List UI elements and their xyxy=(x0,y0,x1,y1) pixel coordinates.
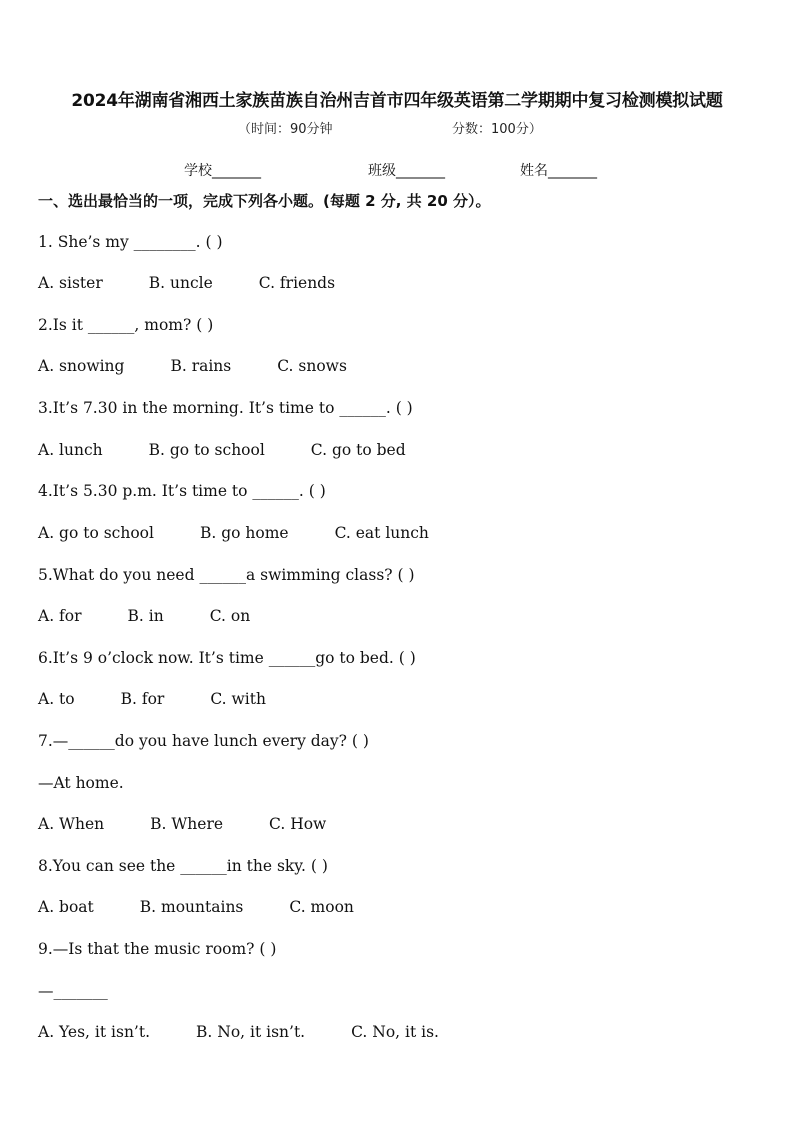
option-c[interactable]: C. go to bed xyxy=(310,441,406,459)
option-a[interactable]: A. sister xyxy=(38,274,103,292)
option-a[interactable]: A. to xyxy=(38,690,75,708)
question-stem: 8.You can see the ______in the sky. ( ) xyxy=(38,857,328,875)
question-options xyxy=(38,357,393,375)
question-options xyxy=(38,815,372,833)
question-stem: 7.—______do you have lunch every day? ( ) xyxy=(38,732,369,750)
option-a[interactable]: A. for xyxy=(38,607,82,625)
school-field: 学校_______ xyxy=(184,163,261,179)
option-b[interactable]: B. go home xyxy=(199,524,289,542)
question-options xyxy=(38,441,452,459)
question-stem: 2.Is it ______, mom? ( ) xyxy=(38,316,214,334)
question-options xyxy=(38,607,296,625)
option-a[interactable]: A. boat xyxy=(38,898,94,916)
option-c[interactable]: C. How xyxy=(269,815,327,833)
name-field: 姓名_______ xyxy=(520,163,597,179)
option-c[interactable]: C. eat lunch xyxy=(334,524,429,542)
option-c[interactable]: C. friends xyxy=(258,274,336,292)
option-b[interactable]: B. No, it isn’t. xyxy=(196,1023,306,1041)
question-options xyxy=(38,274,381,292)
option-b[interactable]: B. mountains xyxy=(139,898,244,916)
option-b[interactable]: B. for xyxy=(120,690,165,708)
option-c[interactable]: C. No, it is. xyxy=(351,1023,439,1041)
option-a[interactable]: A. lunch xyxy=(38,441,103,459)
option-b[interactable]: B. Where xyxy=(150,815,224,833)
option-a[interactable]: A. go to school xyxy=(38,524,154,542)
question-stem: 6.It’s 9 o’clock now. It’s time ______go to bed. ( ) xyxy=(38,649,416,667)
option-a[interactable]: A. snowing xyxy=(38,357,125,375)
question-stem: 1. She’s my ________. ( ) xyxy=(38,233,223,251)
question-reply: —_______ xyxy=(38,982,108,1000)
class-field: 班级_______ xyxy=(368,163,445,179)
option-a[interactable]: A. When xyxy=(38,815,105,833)
question-stem: 9.—Is that the music room? ( ) xyxy=(38,940,277,958)
question-stem: 5.What do you need ______a swimming class? ( ) xyxy=(38,566,415,584)
exam-time: （时间：90分钟 xyxy=(238,122,333,137)
question-reply: —At home. xyxy=(38,774,124,792)
option-c[interactable]: C. with xyxy=(210,690,266,708)
question-stem: 4.It’s 5.30 p.m. It’s time to ______. ( ) xyxy=(38,482,326,500)
question-options xyxy=(38,898,400,916)
option-b[interactable]: B. in xyxy=(127,607,164,625)
question-options xyxy=(38,1023,485,1041)
question-stem: 3.It’s 7.30 in the morning. It’s time to ______. ( ) xyxy=(38,399,413,417)
question-options xyxy=(38,690,312,708)
option-b[interactable]: B. rains xyxy=(170,357,232,375)
option-c[interactable]: C. moon xyxy=(289,898,354,916)
option-c[interactable]: C. on xyxy=(209,607,251,625)
option-a[interactable]: A. Yes, it isn’t. xyxy=(38,1023,151,1041)
option-c[interactable]: C. snows xyxy=(277,357,347,375)
page-title: 2024年湖南省湘西土家族苗族自治州吉首市四年级英语第二学期期中复习检测模拟试题 xyxy=(71,91,723,111)
option-b[interactable]: B. uncle xyxy=(148,274,213,292)
section-heading: 一、选出最恰当的一项，完成下列各小题。(每题 2 分, 共 20 分）。 xyxy=(38,192,491,210)
question-options xyxy=(38,524,475,542)
option-b[interactable]: B. go to school xyxy=(148,441,265,459)
exam-score: 分数：100分） xyxy=(452,122,542,137)
